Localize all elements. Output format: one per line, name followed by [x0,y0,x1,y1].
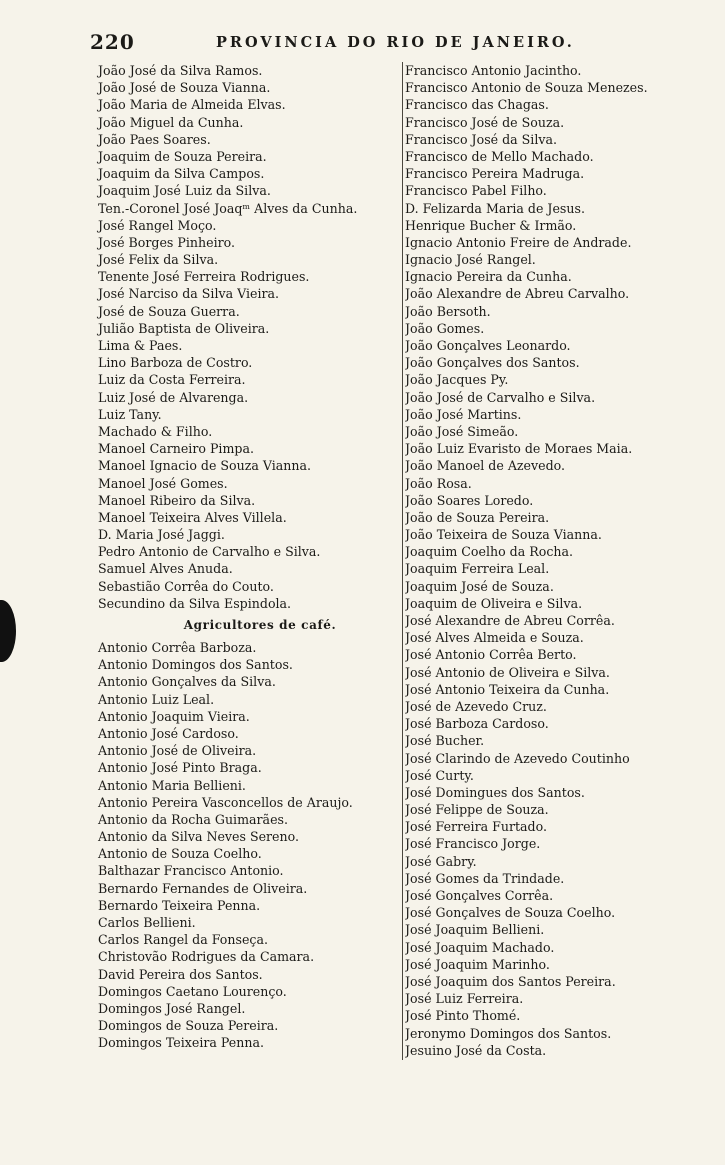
list-entry: João José da Silva Ramos. [98,63,263,78]
list-entry: Christovão Rodrigues da Camara. [98,949,315,965]
list-entry: João de Souza Pereira. [405,509,550,525]
list-entry: José Antonio Teixeira da Cunha. [405,681,610,697]
list-entry: José Curty. [405,767,474,783]
list-entry: Francisco José da Silva. [405,131,557,147]
page-header [90,30,700,54]
list-entry: João Gonçalves Leonardo. [405,338,571,353]
list-entry: Antonio da Silva Neves Sereno. [98,829,299,845]
list-entry: Francisco de Mello Machado. [405,148,594,164]
right-entries-list [405,62,705,1059]
list-entry: Domingos José Rangel. [98,1000,246,1016]
list-entry: Secundino da Silva Espindola. [98,595,292,611]
list-entry: Carlos Bellieni. [98,915,196,930]
list-entry: Jeronymo Domingos dos Santos. [405,1025,612,1041]
list-entry: Domingos Caetano Lourenço. [98,983,287,999]
list-entry: José Domingues dos Santos. [405,784,585,800]
list-entry: José Ferreira Furtado. [405,819,547,835]
list-entry: Tenente José Ferreira Rodrigues. [98,269,310,285]
list-entry: José Gonçalves Corrêa. [405,888,554,903]
list-entry: Ignacio José Rangel. [405,252,536,268]
list-entry: João Bersoth. [405,303,491,319]
list-entry: João Paes Soares. [98,131,211,147]
list-entry: José Joaquim dos Santos Pereira. [405,973,616,989]
list-entry: Luiz José de Alvarenga. [98,389,249,405]
list-entry: Manoel Teixeira Alves Villela. [98,509,287,525]
list-entry: José Joaquim Machado. [405,939,555,955]
list-entry: José Gonçalves de Souza Coelho. [405,905,616,921]
right-column [405,62,705,1059]
list-entry: Manoel Ignacio de Souza Vianna. [98,458,312,474]
list-entry: Joaquim de Oliveira e Silva. [405,595,583,611]
list-entry: José Gabry. [405,853,477,869]
list-entry: José Clarindo de Azevedo Coutinho [405,750,630,766]
list-entry: João Teixeira de Souza Vianna. [405,527,602,543]
list-entry: Balthazar Francisco Antonio. [98,863,284,879]
list-entry: João Gomes. [405,320,485,336]
list-entry: Francisco Antonio de Souza Menezes. [405,80,648,96]
list-entry: José Pinto Thomé. [405,1008,521,1024]
list-entry: Joaquim Ferreira Leal. [405,561,550,577]
list-entry: José Antonio Corrêa Berto. [405,647,577,663]
list-entry: Antonio Corrêa Barboza. [98,640,257,655]
running-title: PROVINCIA DO RIO DE JANEIRO. [216,34,575,51]
list-entry: José Luiz Ferreira. [405,991,524,1007]
list-entry: José Borges Pinheiro. [98,234,235,250]
list-entry: José Joaquim Marinho. [405,956,550,972]
list-entry: João Rosa. [405,475,472,491]
list-entry: João José de Carvalho e Silva. [405,389,596,405]
list-entry: João Alexandre de Abreu Carvalho. [405,286,630,302]
list-entry: Antonio José Cardoso. [98,725,239,741]
list-entry: José Antonio de Oliveira e Silva. [405,664,610,680]
list-entry: José Gomes da Trindade. [405,870,565,886]
list-entry: Francisco Pereira Madruga. [405,166,585,182]
list-entry: Joaquim da Silva Campos. [98,166,265,182]
list-entry: Lino Barboza de Costro. [98,355,253,371]
list-entry: Manoel Carneiro Pimpa. [98,441,254,457]
list-entry: Antonio José de Oliveira. [98,743,257,759]
list-entry: José Bucher. [405,733,485,749]
list-entry: José Joaquim Bellieni. [405,922,545,938]
list-entry: Ten.-Coronel José Joaqᵐ Alves da Cunha. [98,200,358,216]
list-entry: João José Martins. [405,406,522,422]
list-entry: João Manoel de Azevedo. [405,458,565,474]
list-entry: José Felix da Silva. [98,252,219,268]
list-entry: Ignacio Pereira da Cunha. [405,269,572,285]
left-entries-list [94,62,396,612]
list-entry: D. Felizarda Maria de Jesus. [405,200,585,216]
page-number: 220 [90,30,135,54]
list-entry: Joaquim José Luiz da Silva. [98,183,271,199]
list-entry: Joaquim de Souza Pereira. [98,148,267,164]
list-entry: Henrique Bucher & Irmão. [405,217,577,233]
list-entry: João Soares Loredo. [405,492,534,508]
list-entry: João José de Souza Vianna. [98,80,271,96]
list-entry: João Jacques Py. [405,372,509,388]
list-entry: José Rangel Moço. [98,217,217,233]
list-entry: Antonio Pereira Vasconcellos de Araujo. [98,794,353,810]
list-entry: José Narciso da Silva Vieira. [98,286,280,302]
list-entry: Luiz da Costa Ferreira. [98,372,246,388]
list-entry: Manoel José Gomes. [98,475,228,491]
list-entry: João Maria de Almeida Elvas. [98,97,286,113]
list-entry: Lima & Paes. [98,338,183,353]
list-entry: Manoel Ribeiro da Silva. [98,492,256,508]
list-entry: Antonio Maria Bellieni. [98,777,246,793]
list-entry: Carlos Rangel da Fonseça. [98,932,268,948]
list-entry: José Felippe de Souza. [405,802,549,818]
list-entry: Sebastião Corrêa do Couto. [98,578,274,594]
left-column [94,62,396,1052]
list-entry: Antonio Domingos dos Santos. [98,657,293,673]
list-entry: Francisco Antonio Jacintho. [405,63,582,78]
list-entry: João Luiz Evaristo de Moraes Maia. [405,441,633,457]
list-entry: Domingos Teixeira Penna. [98,1035,264,1051]
list-entry: Bernardo Fernandes de Oliveira. [98,880,308,896]
list-entry: Ignacio Antonio Freire de Andrade. [405,234,632,250]
list-entry: José de Souza Guerra. [98,303,240,319]
list-entry: Antonio de Souza Coelho. [98,846,262,862]
list-entry: Antonio Joaquim Vieira. [98,708,250,724]
list-entry: Samuel Alves Anuda. [98,561,233,577]
list-entry: Antonio José Pinto Braga. [98,760,262,776]
list-entry: José Alexandre de Abreu Corrêa. [405,613,615,628]
list-entry: Francisco José de Souza. [405,114,565,130]
column-divider [402,62,403,1060]
list-entry: Francisco Pabel Filho. [405,183,547,199]
list-entry: Pedro Antonio de Carvalho e Silva. [98,544,321,560]
list-entry: Antonio Luiz Leal. [98,691,215,707]
coffee-growers-list [94,639,396,1052]
list-entry: José Alves Almeida e Souza. [405,630,584,646]
section-heading: Agricultores de café. [183,618,337,632]
list-entry: Joaquim José de Souza. [405,578,554,594]
list-entry: Antonio da Rocha Guimarães. [98,811,288,827]
ink-blot [0,600,16,662]
list-entry: Julião Baptista de Oliveira. [98,320,270,336]
list-entry: João Miguel da Cunha. [98,114,244,130]
list-entry: Jesuino José da Costa. [405,1042,547,1058]
list-entry: David Pereira dos Santos. [98,966,263,982]
list-entry: José Francisco Jorge. [405,836,541,852]
list-entry: D. Maria José Jaggi. [98,527,225,543]
list-entry: José de Azevedo Cruz. [405,698,547,714]
list-entry: José Barboza Cardoso. [405,716,549,732]
list-entry: João Gonçalves dos Santos. [405,355,580,371]
list-entry: Antonio Gonçalves da Silva. [98,674,276,690]
list-entry: Machado & Filho. [98,423,213,439]
list-entry: Bernardo Teixeira Penna. [98,897,261,913]
list-entry: Luiz Tany. [98,406,162,422]
list-entry: Joaquim Coelho da Rocha. [405,544,573,560]
list-entry: Domingos de Souza Pereira. [98,1018,279,1034]
list-entry: João José Simeão. [405,423,519,439]
list-entry: Francisco das Chagas. [405,97,549,113]
